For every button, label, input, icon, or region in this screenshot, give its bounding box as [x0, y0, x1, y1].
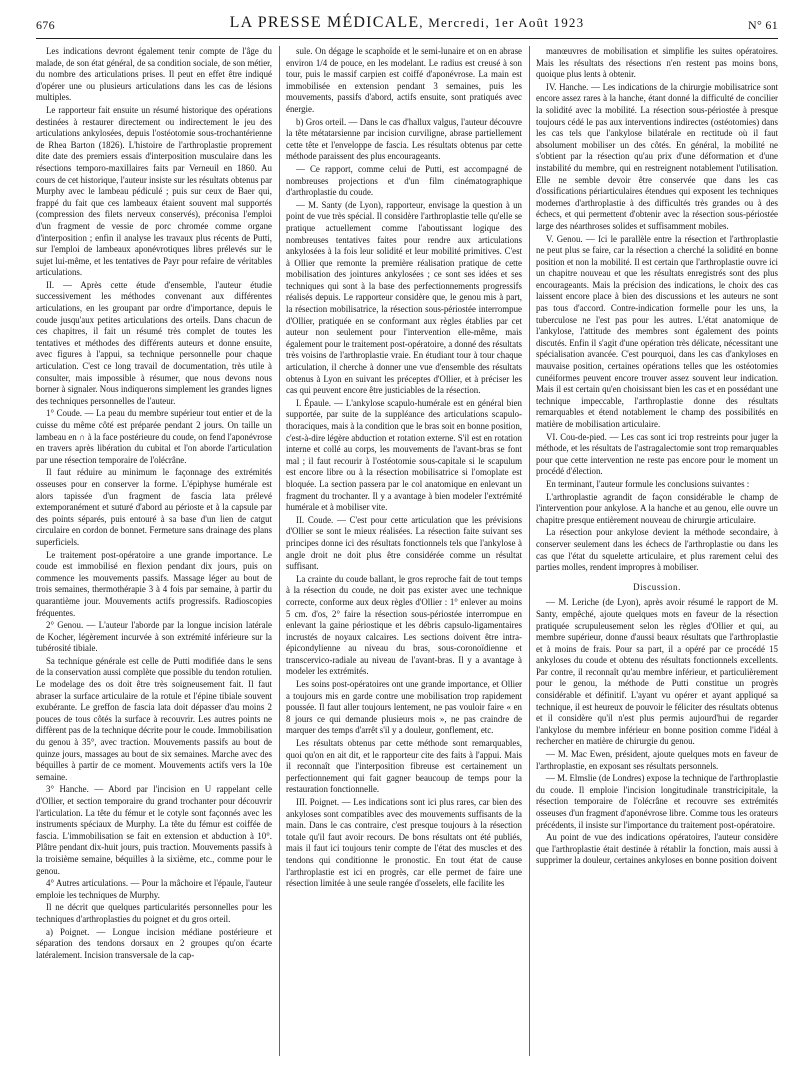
- paragraph: manœuvres de mobilisation et simplifie les suites opératoires. Mais les résultats des résections n'en restent pas moins bons, quoique plus lents à obtenir.: [536, 46, 778, 80]
- paragraph: Les résultats obtenus par cette méthode sont remarquables, quoi qu'on en ait dit, et le rapporteur cite des faits à l'appui. Mais il reconnaît que l'interposition fibreuse est certainement un perfectionnement qui fait gagner beaucoup de temps pour la restauration fonctionnelle.: [286, 738, 522, 795]
- paragraph: Il faut réduire au minimum le façonnage des extrémités osseuses pour en conserver la forme. L'épiphyse humérale est alors tapissée d'un fragment de fascia lata prélevé extemporanément et suturé d'abord au périoste et à la capsule par des points séparés, puis entouré à sa base d'un lien de catgut circulaire en cordon de bonnet. Fermeture sans drainage des plans superficiels.: [36, 467, 272, 547]
- paragraph: — M. Mac Ewen, président, ajoute quelques mots en faveur de l'arthroplastie, en exposant ses résultats personnels.: [536, 749, 778, 771]
- paragraph: V. Genou. — Ici le parallèle entre la résection et l'arthroplastie ne peut plus se faire, car la résection a cherché la solidité en bonne position et non la mobilité. Il est certain que l'arthroplastie ouvre ici un chapitre nouveau et que les résultats enregistrés sont des plus encourageants. Mais la précision des indications, le choix des cas laissent encore place à bien des discussions et les auteurs ne sont pas tous d'accord. Contre-indication formelle pour les uns, la tuberculose ne l'est pas pour les autres. L'état anatomique de l'ankylose, l'attitude des membres sont également des points discutés. Enfin il s'agit d'une opération très délicate, nécessitant une spécialisation avancée. C'est pourquoi, dans les cas d'ankyloses en mauvaise position, certaines opérations telles que les ostéotomies cunéiformes peuvent encore trouver assez souvent leur indication. Mais il est certain qu'en choisissant bien les cas et en possédant une technique impeccable, l'arthroplastie donne des résultats remarquables et étend notablement le champ des possibilités en matière de mobilisation articulaire.: [536, 233, 778, 429]
- paragraph: La crainte du coude ballant, le gros reproche fait de tout temps à la résection du coude, ne doit pas exister avec une technique correcte, conforme aux deux règles d'Ollier : 1° enlever au moins 5 cm. d'os, 2° faire la résection sous-périostée interrompue en enlevant la gaine périostique et les débris capsulo-ligamentaires incrustés de noyaux calcaires. Les sections doivent être intra-épicondylienne au niveau du bras, sous-coronoïdienne et transcervico-radiale au niveau de l'avant-bras. Il y a avantage à modeler les extrémités.: [286, 573, 522, 677]
- paragraph: Les soins post-opératoires ont une grande importance, et Ollier a toujours mis en garde contre une mobilisation trop rapidement poussée. Il faut aller toujours lentement, ne pas vouloir faire « en 8 jours ce qui demande plusieurs mois », ne pas craindre de marquer des temps d'arrêt s'il y a douleur, gonflement, etc.: [286, 679, 522, 736]
- issue-date: Mercredi, 1er Août 1923: [428, 15, 585, 30]
- column-1: [36, 46, 272, 1068]
- paragraph: Le rapporteur fait ensuite un résumé historique des opérations destinées à restaurer directement ou indirectement le jeu des articulations ankylosées, depuis l'ostéotomie sous-trochantérienne de Rhea Barton (1826). L'histoire de l'arthroplastie proprement dite date des premiers essais d'interposition musculaire dans les résections temporo-maxillaires faits par Verneuil en 1860. Au cours de cet historique, l'auteur insiste sur les résultats obtenus par Murphy avec le lambeau pédiculé ; puis sur ceux de Baer qui, frappé du fait que ces lambeaux étaient souvent mal supportés (compression des filets nerveux conservés), préconisa l'emploi d'un fragment de vessie de porc chromée comme organe d'interposition ; enfin il analyse les travaux plus récents de Putti, sur l'emploi de lambeaux aponévrotiques libres prélevés sur le sujet lui-même, et les tentatives de Payr pour refaire de véritables articulations.: [36, 104, 272, 278]
- issue-number: N° 61: [748, 18, 778, 32]
- paragraph: Le traitement post-opératoire a une grande importance. Le coude est immobilisé en flexion pendant dix jours, puis on commence les mouvements passifs. Massage léger au bout de trois semaines, thermothérapie 3 à 4 fois par semaine, à partir du quarantième jour. Mouvements actifs progressifs. Radioscopies fréquentes.: [36, 549, 272, 618]
- paragraph: 4° Autres articulations. — Pour la mâchoire et l'épaule, l'auteur emploie les techniques de Murphy.: [36, 878, 272, 900]
- paragraph: IV. Hanche. — Les indications de la chirurgie mobilisatrice sont encore assez rares à la hanche, étant donné la difficulté de concilier la solidité avec la mobilité. La résection sous-périostée à presque toujours cédé le pas aux interventions indirectes (ostéotomies) dans les cas tels que l'ankylose bilatérale en rectitude où il faut absolument mobiliser un des côtés. En général, la mobilité ne s'obtient par la résection qu'au prix d'une déformation et d'une instabilité du membre, qui en restreignent notablement l'utilisation. Elle ne semble devoir être conservée que dans les cas d'ossifications périarticulaires étendues qui exposent les techniques modernes d'arthroplastie à des difficultés très grandes ou à des échecs, et qui permettent d'obtenir avec la résection sous-périostée large des néarthroses solides et suffisamment mobiles.: [536, 81, 778, 231]
- header-rule: [36, 38, 778, 39]
- paragraph: — M. Santy (de Lyon), rapporteur, envisage la question à un point de vue très spécial. Il considère l'arthroplastie telle qu'elle se pratique actuellement comme l'aboutissant logique des nombreuses tentatives faites pour rendre aux articulations ankylosées à la fois leur solidité et leur mobilité primitives. C'est à Ollier que remonte la première réalisation pratique de cette mobilisation des jointures ankylosées ; ce sont ses idées et ses techniques qui sont à la base des perfectionnements progressifs réalisés depuis. Le rapporteur considère que, le genou mis à part, la résection mobilisatrice, la résection sous-périostée interrompue d'Ollier, pratiquée en se conformant aux règles établies par cet auteur non seulement pour l'intervention elle-même, mais également pour le traitement post-opératoire, a donné des résultats très voisins de l'arthroplastie vraie. En étudiant tour à tour chaque articulation, il cherche à donner une vue d'ensemble des résultats obtenus à Lyon en suivant les préceptes d'Ollier, et à préciser les cas qui peuvent encore être justiciables de la résection.: [286, 199, 522, 396]
- page-number: 676: [36, 18, 55, 32]
- paragraph: — M. Leriche (de Lyon), après avoir résumé le rapport de M. Santy, empêché, ajoute quelques mots en faveur de la résection pratiquée scrupuleusement selon les règles d'Ollier et qui, au membre supérieur, donne d'aussi beaux résultats que l'arthroplastie et à moins de frais. Pour sa part, il a opéré par ce procédé 15 ankyloses du coude et obtenu des résultats fonctionnels excellents. Par contre, il reconnaît qu'au membre inférieur, et particulièrement pour le genou, la méthode de Putti constitue un progrès considérable et définitif. L'ayant vu opérer et ayant appliqué sa technique, il est heureux de pouvoir le féliciter des résultats obtenus et il considère qu'il n'est plus permis aujourd'hui de regarder l'ankylose du membre inférieur en bonne position comme l'idéal à rechercher en matière de chirurgie du genou.: [536, 597, 778, 747]
- paragraph: a) Poignet. — Longue incision médiane postérieure et séparation des tendons dorsaux en 2 groupes qu'on écarte latéralement. Incision transversale de la cap-: [36, 926, 272, 960]
- paragraph: 3° Hanche. — Abord par l'incision en U rappelant celle d'Ollier, et section temporaire du grand trochanter pour découvrir l'articulation. La tête du fémur et le cotyle sont façonnés avec les instruments spéciaux de Murphy. La tête du fémur est coiffée de fascia. L'immobilisation se fait en extension et abduction à 10°. Plâtre pendant dix-huit jours, puis traction. Mouvements passifs à la troisième semaine, béquilles à la sixième, etc., comme pour le genou.: [36, 784, 272, 876]
- paragraph: 2° Genou. — L'auteur l'aborde par la longue incision latérale de Kocher, légèrement incurvée à son extrémité inférieure sur la tubérosité tibiale.: [36, 620, 272, 654]
- paragraph: b) Gros orteil. — Dans le cas d'hallux valgus, l'auteur découvre la tête métatarsienne par incision curviligne, abrase partiellement cette tête et l'enveloppe de fascia. Les résultats obtenus par cette méthode paraissent des plus encourageants.: [286, 116, 522, 162]
- column-3: [536, 46, 778, 1068]
- paragraph: III. Poignet. — Les indications sont ici plus rares, car bien des ankyloses sont compatibles avec des mouvements suffisants de la main. Dans le cas contraire, c'est presque toujours à la résection totale qu'il faut avoir recours. De bons résultats ont été publiés, mais il faut ici toujours tenir compte de l'état des muscles et des tendons qui conditionne le pronostic. En tout état de cause l'arthroplastie est ici en progrès, car elle permet de faire une résection limitée à une seule rangée d'osselets, elle facilite les: [286, 797, 522, 889]
- paragraph: I. Épaule. — L'ankylose scapulo-humérale est en général bien supportée, par suite de la suppléance des articulations scapulo-thoraciques, mais à la condition que le bras soit en bonne position, c'est-à-dire légère abduction et rotation externe. S'il est en rotation interne et collé au corps, les mouvements de l'avant-bras se font mal ; il faut recourir à l'ostéotomie sous-capitale si le scapulum est encore libre ou à la résection mobilisatrice si l'omoplate est bloquée. La section passera par le col anatomique en enlevant un fragment du trochanter. Il y a avantage à bien modeler l'extrémité humérale et à mobiliser vite.: [286, 397, 522, 513]
- column-2: [286, 46, 522, 1068]
- journal-title-line: LA PRESSE MÉDICALE, Mercredi, 1er Août 1923: [229, 14, 585, 31]
- paragraph: L'arthroplastie agrandit de façon considérable le champ de l'intervention pour ankylose. A la hanche et au genou, elle ouvre un chapitre presque entièrement nouveau de chirurgie articulaire.: [536, 491, 778, 525]
- paragraph: Les indications devront également tenir compte de l'âge du malade, de son état général, de sa condition sociale, de son métier, du nombre des articulations prises. Il peut en effet être indiqué d'opérer une ou plusieurs articulations dans les cas de lésions multiples.: [36, 46, 272, 103]
- paragraph: Au point de vue des indications opératoires, l'auteur considère que l'arthroplastie était destinée à rétablir la fonction, mais aussi à supprimer la douleur, certaines ankyloses en bonne position doivent: [536, 832, 778, 866]
- paragraph: VI. Cou-de-pied. — Les cas sont ici trop restreints pour juger la méthode, et les résultats de l'astragalectomie sont trop remarquables pour que cette intervention ne reste pas encore pour le moment un procédé d'élection.: [536, 431, 778, 477]
- paragraph: — M. Elmslie (de Londres) expose la technique de l'arthroplastie du coude. Il emploie l'incision longitudinale transtricipitale, la résection temporaire de l'olécrâne et recouvre ses extrémités osseuses d'un fragment d'aponévrose libre. Comme tous les orateurs précédents, il insiste sur l'importance du traitement post-opératoire.: [536, 773, 778, 830]
- running-header: [36, 14, 778, 36]
- paragraph: 1° Coude. — La peau du membre supérieur tout entier et de la cuisse du même côté est préparée pendant 2 jours. On taille un lambeau en ∩ à la face postérieure du coude, on fend l'aponévrose en travers après libération du cubital et l'on aborde l'articulation par une résection temporaire de l'olécrâne.: [36, 408, 272, 465]
- paragraph: Sa technique générale est celle de Putti modifiée dans le sens de la conservation aussi complète que possible du tendon rotulien. Le modelage des os doit être très soigneusement fait. Il faut abraser la surface articulaire de la rotule et l'épine tibiale souvent exubérante. Le greffon de fascia lata doit dépasser d'au moins 2 pouces de tous côtés la surface à recouvrir. Les autres points ne diffèrent pas de la technique décrite pour le coude. Immobilisation du genou à 35°, avec traction. Mouvements passifs au bout de quinze jours, massages au bout de six semaines. Marche avec des béquilles à partir de ce moment. Mouvements actifs vers la 10e semaine.: [36, 655, 272, 782]
- paragraph: En terminant, l'auteur formule les conclusions suivantes :: [546, 478, 750, 489]
- paragraph: sule. On dégage le scaphoïde et le semi-lunaire et on en abrase environ 1/4 de pouce, en les modelant. Le radius est creusé à son tour, puis le massif carpien est coiffé d'aponévrose. La main est immobilisée en extension pendant 3 semaines, puis les mouvements, passifs d'abord, actifs ensuite, sont pratiqués avec énergie.: [286, 46, 522, 114]
- paragraph: II. Coude. — C'est pour cette articulation que les prévisions d'Ollier se sont le mieux réalisées. La résection faite suivant ses principes donne ici des résultats fonctionnels tels que l'ankylose à angle droit ne doit plus être considérée comme un résultat suffisant.: [286, 514, 522, 572]
- paragraph: Il ne décrit que quelques particularités personnelles pour les techniques d'arthroplasties du poignet et du gros orteil.: [36, 902, 272, 924]
- paragraph: II. — Après cette étude d'ensemble, l'auteur étudie successivement les méthodes convenant aux différentes articulations, en les groupant par ordre d'importance, depuis le coude jusqu'aux petites articulations des orteils. Dans chacun de ces chapitres, il fait un résumé très complet de toutes les tentatives et méthodes des différents auteurs et donne ensuite, avec figures à l'appui, sa technique personnelle pour chaque articulation. C'est ce long travail de documentation, très utile à consulter, mais impossible à résumer, que nous devons nous borner à signaler. Nous indiquerons simplement les grandes lignes des techniques personnelles de l'auteur.: [36, 279, 272, 406]
- section-heading: Discussion.: [633, 581, 681, 592]
- column-divider: [279, 46, 280, 1056]
- journal-name: LA PRESSE MÉDICALE: [229, 14, 420, 31]
- paragraph: La résection pour ankylose devient la méthode secondaire, à conserver seulement dans les échecs de l'arthroplastie ou dans les cas que l'état du squelette articulaire, et plus rarement celui des parties molles, rendent impropres à mobiliser.: [536, 527, 778, 573]
- column-divider: [529, 46, 530, 1056]
- paragraph: — Ce rapport, comme celui de Putti, est accompagné de nombreuses projections et d'un film cinématographique d'arthroplastie du coude.: [286, 163, 522, 198]
